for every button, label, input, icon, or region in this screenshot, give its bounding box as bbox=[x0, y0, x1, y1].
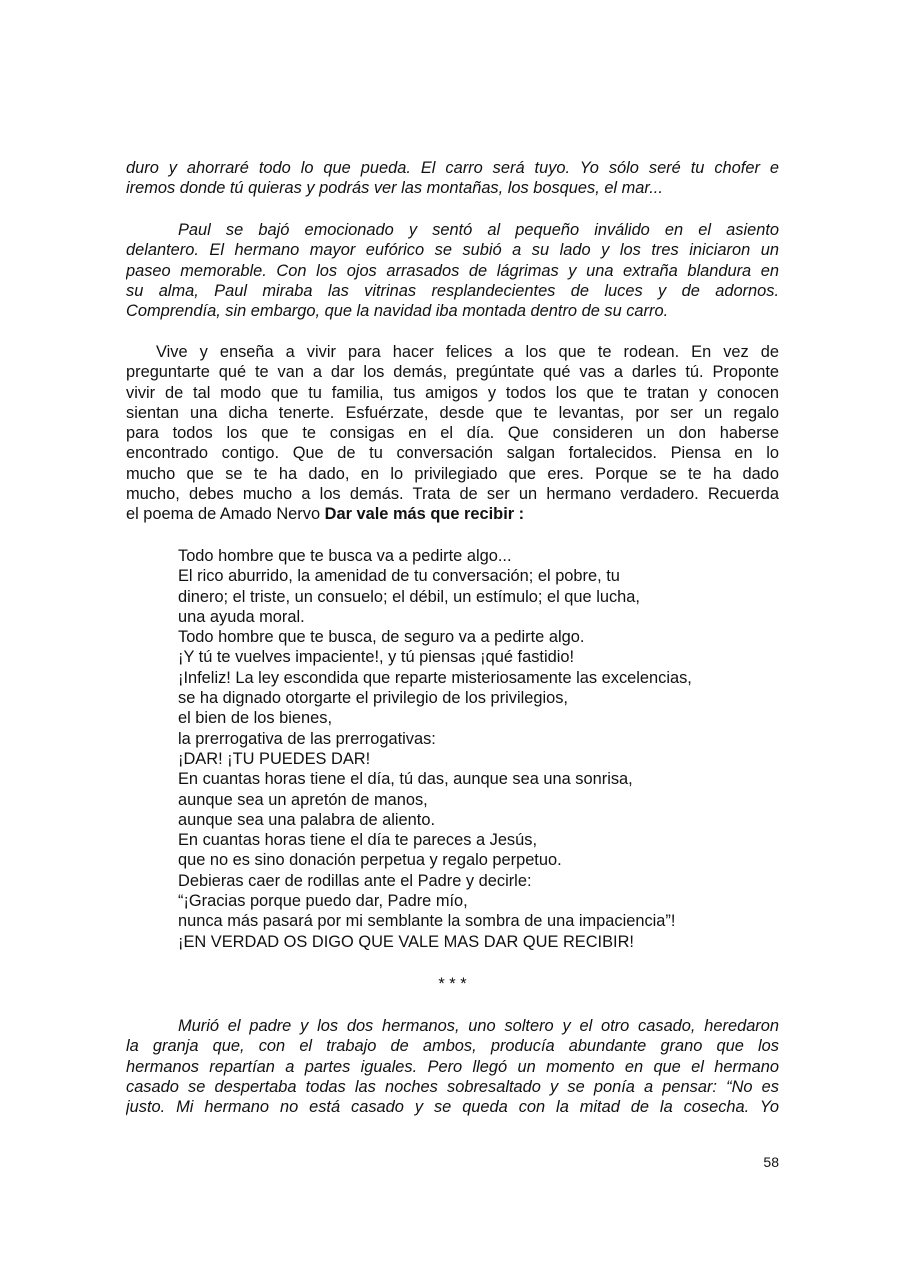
poem-line bbox=[178, 587, 778, 607]
line-text: se ha dignado otorgarte el privilegio de los privilegios, bbox=[178, 689, 568, 708]
line-text: Vive y enseña a vivir para hacer felices a los que te rodean. En vez de bbox=[156, 343, 779, 361]
paragraph-3 bbox=[126, 342, 779, 525]
line-text: preguntarte qué te van a dar los demás, pregúntate qué vas a darles tú. Proponte bbox=[126, 363, 779, 382]
line-text: Murió el padre y los dos hermanos, uno soltero y el otro casado, heredaron bbox=[178, 1017, 779, 1035]
text-line bbox=[126, 342, 779, 362]
line-text: casado se despertaba todas las noches sobresaltado y se ponía a pensar: “No es bbox=[126, 1077, 779, 1096]
poem-line bbox=[178, 668, 778, 688]
line-text: aunque sea un apretón de manos, bbox=[178, 790, 428, 809]
poem-line bbox=[178, 932, 778, 952]
text-line bbox=[126, 281, 779, 301]
poem-title: Dar vale más que recibir : bbox=[324, 505, 525, 524]
text-line bbox=[126, 261, 779, 281]
section-separator: * * * bbox=[438, 975, 467, 993]
text-line bbox=[126, 504, 779, 524]
line-text: iremos donde tú quieras y podrás ver las montañas, los bosques, el mar... bbox=[126, 179, 663, 198]
line-text: hermanos repartían a partes iguales. Pero llegó un momento en que el hermano bbox=[126, 1057, 779, 1076]
text-line bbox=[126, 484, 779, 504]
line-text: ¡Infeliz! La ley escondida que reparte misteriosamente las excelencias, bbox=[178, 668, 692, 687]
poem-line bbox=[178, 891, 778, 911]
line-text: dinero; el triste, un consuelo; el débil, un estímulo; el que lucha, bbox=[178, 587, 640, 606]
line-text: Debieras caer de rodillas ante el Padre y decirle: bbox=[178, 871, 532, 890]
line-text: el bien de los bienes, bbox=[178, 709, 332, 728]
poem-line bbox=[178, 911, 778, 931]
poem-line bbox=[178, 627, 778, 647]
line-text: encontrado contigo. Que de tu conversación salgan fortalecidos. Piensa en lo bbox=[126, 444, 779, 463]
text-line bbox=[126, 1036, 779, 1056]
text-line bbox=[126, 443, 779, 463]
line-text: ¡EN VERDAD OS DIGO QUE VALE MAS DAR QUE RECIBIR! bbox=[178, 932, 634, 951]
text-line bbox=[126, 240, 779, 260]
text-line bbox=[126, 301, 779, 321]
line-text: “¡Gracias porque puedo dar, Padre mío, bbox=[178, 892, 468, 911]
line-text: Todo hombre que te busca va a pedirte algo... bbox=[178, 547, 512, 565]
text-line bbox=[126, 423, 779, 443]
line-text: paseo memorable. Con los ojos arrasados de lágrimas y una extraña blandura en bbox=[126, 261, 779, 280]
text-line bbox=[126, 464, 779, 484]
paragraph-4 bbox=[126, 1016, 779, 1117]
text-line bbox=[126, 220, 779, 240]
text-line bbox=[126, 1077, 779, 1097]
poem-line bbox=[178, 607, 778, 627]
line-text: sientan una dicha tenerte. Esfuérzate, desde que te levantas, por ser un regalo bbox=[126, 403, 779, 422]
poem-line bbox=[178, 729, 778, 749]
poem-line bbox=[178, 769, 778, 789]
poem-line bbox=[178, 830, 778, 850]
text-line bbox=[126, 362, 779, 382]
text-line bbox=[126, 1016, 779, 1036]
text-line bbox=[126, 383, 779, 403]
poem-line bbox=[178, 708, 778, 728]
poem-line bbox=[178, 790, 778, 810]
line-text: Comprendía, sin embargo, que la navidad iba montada dentro de su carro. bbox=[126, 302, 669, 321]
line-text: vivir de tal modo que tu familia, tus amigos y todos los que te tratan y conocen bbox=[126, 383, 779, 402]
poem-line bbox=[178, 546, 778, 566]
poem bbox=[178, 546, 778, 952]
line-text: ¡DAR! ¡TU PUEDES DAR! bbox=[178, 749, 371, 768]
line-text: la granja que, con el trabajo de ambos, producía abundante grano que los bbox=[126, 1037, 779, 1056]
line-text: justo. Mi hermano no está casado y se queda con la mitad de la cosecha. Yo bbox=[126, 1098, 779, 1117]
line-text: para todos los que te consigas en el día. Que consideren un don haberse bbox=[126, 424, 779, 443]
line-text: ¡Y tú te vuelves impaciente!, y tú piensas ¡qué fastidio! bbox=[178, 648, 575, 667]
line-text: una ayuda moral. bbox=[178, 607, 305, 626]
text-line bbox=[126, 1057, 779, 1077]
line-text: que no es sino donación perpetua y regalo perpetuo. bbox=[178, 851, 562, 870]
text-line bbox=[126, 178, 779, 198]
poem-line bbox=[178, 810, 778, 830]
paragraph-2 bbox=[126, 220, 779, 321]
page-number: 58 bbox=[763, 1154, 779, 1170]
line-text: En cuantas horas tiene el día te pareces a Jesús, bbox=[178, 831, 537, 850]
line-text: delantero. El hermano mayor eufórico se subió a su lado y los tres iniciaron un bbox=[126, 241, 779, 260]
line-text: mucho que se te ha dado, en lo privilegiado que eres. Porque se te ha dado bbox=[126, 464, 779, 483]
poem-line bbox=[178, 688, 778, 708]
poem-line bbox=[178, 749, 778, 769]
poem-line bbox=[178, 647, 778, 667]
line-text: duro y ahorraré todo lo que pueda. El carro será tuyo. Yo sólo seré tu chofer e bbox=[126, 159, 779, 177]
text-line bbox=[126, 158, 779, 178]
poem-line bbox=[178, 850, 778, 870]
line-text: aunque sea una palabra de aliento. bbox=[178, 810, 436, 829]
text-line bbox=[126, 1097, 779, 1117]
line-text: Todo hombre que te busca, de seguro va a pedirte algo. bbox=[178, 628, 585, 647]
line-text: Paul se bajó emocionado y sentó al pequeño inválido en el asiento bbox=[178, 221, 779, 239]
line-text: El rico aburrido, la amenidad de tu conversación; el pobre, tu bbox=[178, 567, 620, 586]
paragraph-1 bbox=[126, 158, 779, 199]
line-text: En cuantas horas tiene el día, tú das, aunque sea una sonrisa, bbox=[178, 770, 633, 789]
line-text: la prerrogativa de las prerrogativas: bbox=[178, 729, 436, 748]
poem-line bbox=[178, 871, 778, 891]
text-line bbox=[126, 403, 779, 423]
line-text: su alma, Paul miraba las vitrinas resplandecientes de luces y de adornos. bbox=[126, 281, 779, 300]
line-text: mucho, debes mucho a los demás. Trata de ser un hermano verdadero. Recuerda bbox=[126, 485, 779, 504]
poem-line bbox=[178, 566, 778, 586]
line-text: el poema de Amado Nervo bbox=[126, 505, 325, 524]
line-text: nunca más pasará por mi semblante la sombra de una impaciencia”! bbox=[178, 912, 676, 931]
